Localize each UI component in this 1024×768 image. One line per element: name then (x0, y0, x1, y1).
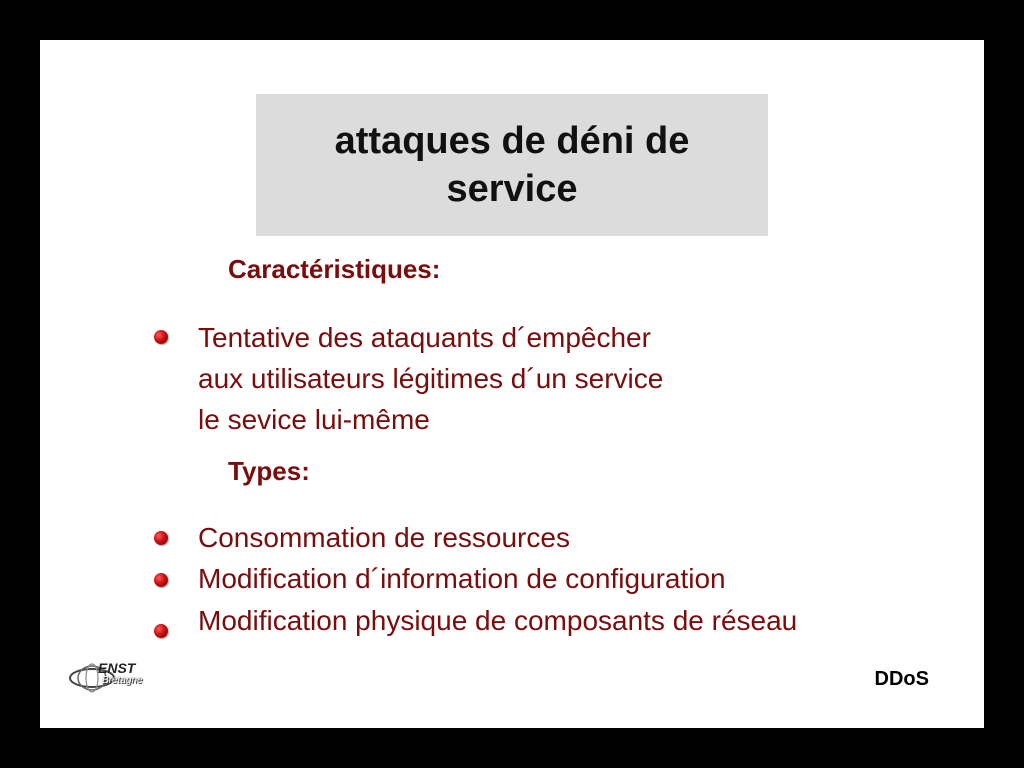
title-box (256, 94, 768, 236)
bullet-icon (154, 330, 168, 344)
enst-logo (68, 658, 143, 694)
slide (40, 40, 984, 728)
logo-subtext: Bretagne (102, 675, 143, 686)
list-item: Modification physique de composants de réseau (198, 605, 798, 636)
bullet-icon (154, 573, 168, 587)
logo-text: ENST (98, 660, 136, 676)
footer-label: DDoS (874, 668, 929, 690)
bullet-icon (154, 531, 168, 545)
list-item: Consommation de ressources (198, 522, 570, 553)
bullet-icon (154, 624, 168, 638)
list-item-line: Tentative des ataquants d´empêcher (198, 322, 651, 353)
list-item-line: le sevice lui-même (198, 404, 430, 435)
slide-title: attaques de déni de service (334, 120, 690, 210)
list-item-line: aux utilisateurs légitimes d´un service (198, 363, 664, 394)
list-item (198, 317, 858, 440)
list-item: Modification d´information de configuration (198, 563, 726, 594)
section-heading-caracteristiques: Caractéristiques: (228, 254, 441, 284)
section-heading-types: Types: (228, 456, 310, 486)
